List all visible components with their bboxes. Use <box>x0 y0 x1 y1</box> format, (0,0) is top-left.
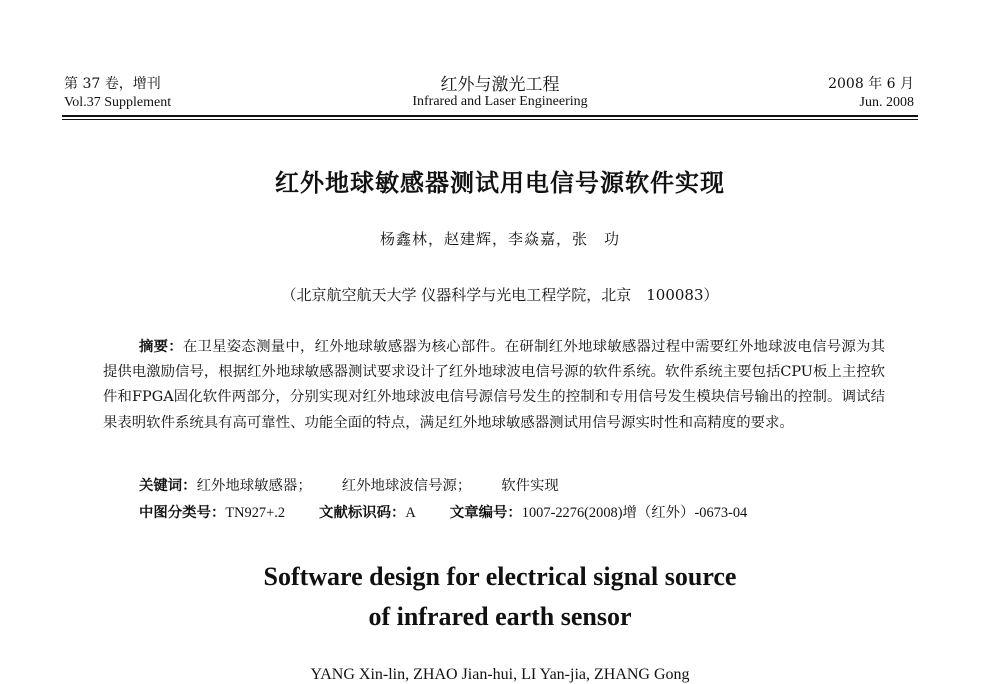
clc-value: TN927+.2 <box>225 505 286 521</box>
header-rule-thin <box>62 119 918 120</box>
article-number-value: 1007-2276(2008)增（红外）-0673-04 <box>521 505 748 521</box>
authors-cn: 杨鑫林，赵建辉，李焱嘉，张 功 <box>379 230 620 248</box>
article-number-label: 文章编号： <box>449 505 522 521</box>
header-rule-thick <box>62 115 918 117</box>
paper-title-en-line1: Software design for electrical signal source <box>263 562 737 591</box>
doc-code-label: 文献标识码： <box>319 505 406 521</box>
abstract-label: 摘要： <box>139 339 183 355</box>
affiliation-cn: （北京航空航天大学 仪器科学与光电工程学院，北京 100083） <box>281 286 719 304</box>
paper-title-en-line2: of infrared earth sensor <box>368 602 632 631</box>
keywords-line <box>139 474 559 495</box>
volume-label-cn: 第 37 卷，增刊 <box>64 76 161 92</box>
classification-line <box>139 501 747 522</box>
volume-label-en: Vol.37 Supplement <box>64 95 172 110</box>
issue-date-en: Jun. 2008 <box>859 95 914 110</box>
authors-en: YANG Xin-lin, ZHAO Jian-hui, LI Yan-jia, ZHANG Gong <box>310 666 690 683</box>
abstract-text: 在卫星姿态测量中，红外地球敏感器为核心部件。在研制红外地球敏感器过程中需要红外地球波电信号源为其提供电激励信号，根据红外地球敏感器测试要求设计了红外地球波电信号源的软件系统。软件系统主要包括CPU板上主控软件和FPGA固化软件两部分，分别实现对红外地球波电信号源信号发生的控制和专用信号发生模块信号输出的控制。调试结果表明软件系统具有高可靠性、功能全面的特点，满足红外地球敏感器测试用信号源实时性和高精度的要求。 <box>103 339 885 431</box>
journal-name-cn: 红外与激光工程 <box>440 75 560 95</box>
clc-label: 中图分类号： <box>139 505 226 521</box>
paper-title-cn: 红外地球敏感器测试用电信号源软件实现 <box>275 169 725 197</box>
keywords-label: 关键词： <box>139 478 197 494</box>
keyword-item: 软件实现 <box>501 478 559 494</box>
keyword-item: 红外地球波信号源； <box>341 478 472 494</box>
issue-date-cn: 2008 年 6 月 <box>828 76 914 92</box>
journal-name-en: Infrared and Laser Engineering <box>412 94 588 109</box>
doc-code-value: A <box>405 505 416 521</box>
abstract <box>103 335 885 436</box>
keyword-item: 红外地球敏感器； <box>196 478 312 494</box>
